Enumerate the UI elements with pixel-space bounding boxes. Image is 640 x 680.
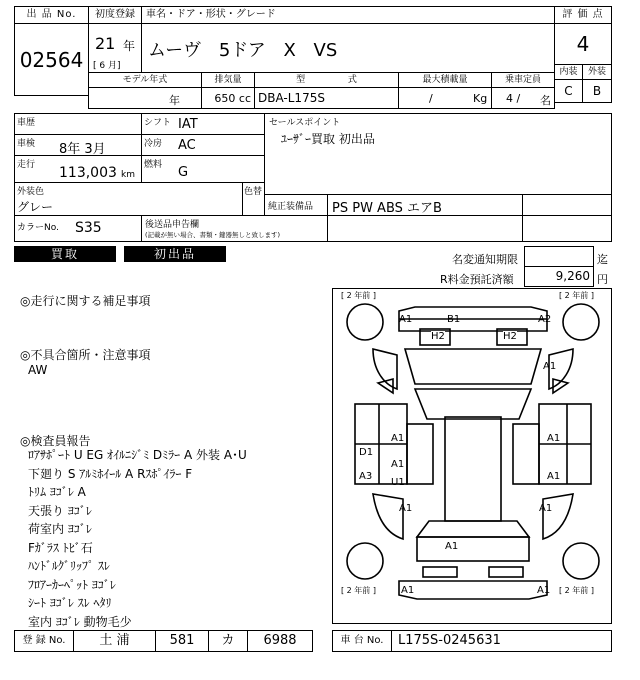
inspector-line: ﾄﾘﾑ ﾖｺﾞﾚ A	[28, 485, 86, 499]
capacity-unit: 名	[540, 94, 551, 107]
score-label: 評 価 点	[562, 9, 604, 20]
car-diagram	[332, 288, 612, 624]
mileage-value: 113,003	[59, 165, 117, 181]
fuel-cell	[141, 155, 265, 183]
model-type-label: 型 式	[255, 73, 398, 88]
rear-fender-right	[543, 494, 573, 539]
mileage-unit: km	[121, 170, 135, 180]
model-year-unit: 年	[169, 94, 180, 107]
defect-notes-title: ◎不具合箇所・注意事項	[20, 348, 151, 362]
equipment-value: PS PW ABS エアB	[332, 201, 442, 216]
car-name: ムーヴ 5ドア X VS	[148, 40, 338, 61]
inspector-line: ｼｰﾄ ﾖｺﾞﾚ ｽﾚ ﾍﾀﾘ	[28, 596, 112, 610]
inspector-lines	[28, 446, 328, 631]
lot-number: 02564	[19, 48, 84, 72]
aircon-value: AC	[178, 138, 196, 153]
shaken-label: 車検	[17, 139, 36, 149]
wheel-rear-left	[347, 543, 383, 579]
chassis-value-cell	[391, 630, 612, 652]
interior-label-cell	[554, 64, 583, 80]
shaken-cell	[14, 134, 142, 156]
model-type-value: DBA-L175S	[258, 91, 325, 105]
recycle-cell	[524, 266, 594, 287]
tag-bottom-left: [ 2 年前 ]	[341, 586, 376, 595]
damage-mark: A1	[445, 541, 459, 552]
shaken-value: 8年 3月	[59, 142, 106, 157]
interior-grade-cell	[554, 79, 583, 103]
first-reg-label: 初度登録	[95, 9, 135, 20]
repaint-cell	[242, 182, 265, 216]
damage-mark: A3	[359, 471, 373, 482]
reg-area: 土 浦	[99, 633, 130, 648]
wheel-front-right	[563, 304, 599, 340]
recycle-unit: 円	[597, 273, 608, 286]
reg-number: 6988	[263, 633, 297, 648]
damage-mark: A1	[537, 585, 551, 596]
mileage-cell	[14, 155, 142, 183]
first-reg-month: [ 6 月]	[93, 61, 121, 71]
aircon-label: 冷房	[144, 139, 163, 149]
color-value: グレー	[17, 200, 54, 214]
displacement-label: 排気量	[202, 73, 254, 88]
exterior-label: 外装	[587, 67, 606, 77]
lot-number-cell	[14, 23, 89, 96]
sales-point-value: ﾕｰｻﾞｰ買取 初出品	[281, 132, 375, 146]
reg-kana-cell	[208, 630, 248, 652]
inspector-line: 荷室内 ﾖｺﾞﾚ	[28, 522, 92, 536]
inspector-line: ﾛｱｻﾎﾟｰﾄ U EG ｵｲﾙﾆｼﾞﾐ Dﾐﾗｰ A 外装 A･U	[28, 448, 247, 462]
color-no-label: カラーNo.	[17, 223, 59, 233]
docs-cell	[141, 215, 328, 242]
rear-hatch	[417, 537, 529, 561]
recycle-label: R料金預託済額	[440, 273, 514, 286]
rear-bumper	[399, 581, 547, 599]
name-change-label: 名変通知期限	[452, 253, 518, 266]
defect-notes-value: AW	[28, 363, 48, 377]
max-load-slash: /	[429, 92, 433, 105]
reg-kana: カ	[221, 633, 235, 648]
score-value: 4	[576, 32, 590, 56]
year-unit: 年	[123, 39, 136, 53]
tag-top-left: [ 2 年前 ]	[341, 291, 376, 300]
lot-header-cell	[14, 6, 89, 24]
equipment-label-cell	[264, 194, 328, 216]
docs-extra-cell-2	[522, 215, 612, 242]
chassis-value: L175S-0245631	[398, 633, 501, 648]
damage-mark: A2	[538, 314, 552, 325]
reg-class-cell	[155, 630, 209, 652]
color-no-value: S35	[75, 220, 102, 236]
aircon-cell	[141, 134, 265, 156]
color-cell	[14, 182, 243, 216]
damage-mark: A1	[391, 459, 405, 470]
mileage-label: 走行	[17, 160, 36, 170]
reg-label-cell	[14, 630, 74, 652]
lot-label: 出 品 No.	[26, 9, 77, 20]
shift-label: シフト	[144, 118, 172, 128]
inspector-line: 下廻り S ｱﾙﾐﾎｲｰﾙ A Rｽﾎﾟｲﾗｰ F	[28, 466, 193, 481]
wheel-rear-right	[563, 543, 599, 579]
first-listing-tag: 初出品	[124, 246, 226, 262]
damage-mark: H2	[431, 331, 445, 342]
damage-mark: A1	[547, 471, 561, 482]
repaint-label: 色替	[244, 187, 263, 197]
max-load-label: 最大積載量	[399, 73, 491, 88]
damage-mark: A1	[399, 503, 413, 514]
wheel-front-left	[347, 304, 383, 340]
equipment-extra-cell	[522, 194, 612, 216]
inspector-line: Fｶﾞﾗｽ ﾄﾋﾞ石	[28, 540, 93, 555]
damage-mark: A1	[401, 585, 415, 596]
hood	[405, 349, 541, 384]
exterior-label-cell	[582, 64, 612, 80]
reg-area-cell	[73, 630, 156, 652]
driving-notes-title: ◎走行に関する補足事項	[20, 294, 151, 308]
damage-mark: A1	[539, 503, 553, 514]
max-load-unit: Kg	[473, 92, 488, 105]
docs-extra-cell	[327, 215, 523, 242]
tag-bottom-right: [ 2 年前 ]	[559, 586, 594, 595]
equipment-cell	[327, 194, 523, 216]
damage-mark: H2	[503, 331, 517, 342]
recycle-value: 9,260	[555, 269, 590, 283]
damage-mark: D1	[359, 447, 374, 458]
first-reg-year: 21	[95, 34, 116, 53]
taillight-left	[423, 567, 457, 577]
capacity-cell	[491, 72, 555, 109]
name-change-cell	[524, 246, 594, 267]
name-change-unit: 迄	[597, 253, 608, 266]
windshield	[415, 389, 531, 419]
displacement-cell	[201, 72, 255, 109]
max-load-cell	[398, 72, 492, 109]
inspector-line: 室内 ﾖｺﾞﾚ 動物毛少	[28, 614, 132, 629]
score-cell	[554, 23, 612, 65]
interior-label: 内装	[559, 67, 578, 77]
car-name-label: 車名・ドア・形状・グレード	[146, 9, 276, 20]
damage-mark: A1	[399, 314, 413, 325]
damage-mark: B1	[447, 314, 461, 325]
docs-label: 後送品申告欄	[145, 220, 200, 230]
inspector-title: ◎検査員報告	[20, 434, 91, 448]
capacity-value: 4 /	[506, 92, 521, 105]
damage-mark: A1	[547, 433, 561, 444]
equipment-label: 純正装備品	[268, 202, 314, 212]
car-diagram-svg	[333, 289, 613, 625]
reg-label: 登 録 No.	[22, 635, 66, 646]
damage-mark: A1	[543, 361, 557, 372]
inspector-line: 天張り ﾖｺﾞﾚ	[28, 503, 92, 518]
shift-cell	[141, 113, 265, 135]
exterior-grade-cell	[582, 79, 612, 103]
fuel-value: G	[178, 165, 189, 180]
displacement-value: 650 cc	[214, 92, 251, 105]
model-year-cell	[88, 72, 202, 109]
shift-value: IAT	[178, 117, 198, 132]
roof	[445, 417, 501, 521]
tag-top-right: [ 2 年前 ]	[559, 291, 594, 300]
buyback-tag: 買取	[14, 246, 116, 262]
history-cell	[14, 113, 142, 135]
car-name-header-cell	[141, 6, 555, 24]
rear-window	[417, 521, 529, 537]
reg-class: 581	[169, 633, 195, 648]
reg-number-cell	[247, 630, 313, 652]
sales-point-label: セールスポイント	[269, 118, 341, 128]
first-reg-cell	[88, 23, 142, 73]
car-name-cell	[141, 23, 555, 73]
first-reg-header-cell	[88, 6, 142, 24]
damage-mark: U1	[391, 477, 405, 488]
interior-grade: C	[564, 84, 573, 98]
color-no-cell	[14, 215, 142, 242]
sales-point-cell	[264, 113, 612, 195]
exterior-grade: B	[592, 84, 602, 98]
rear-fender-left	[373, 494, 403, 539]
history-label: 車歴	[17, 118, 36, 128]
docs-note: (記載が無い場合、書類・鍵器無しと致します)	[145, 231, 281, 239]
model-type-cell	[254, 72, 399, 109]
color-label: 外装色	[17, 187, 45, 197]
capacity-label: 乗車定員	[492, 73, 554, 88]
model-year-label: モデル年式	[89, 73, 201, 88]
inspector-line: ﾌﾛｱｰｶｰﾍﾟｯﾄ ﾖｺﾞﾚ	[28, 577, 116, 592]
fuel-label: 燃料	[144, 160, 163, 170]
score-header-cell	[554, 6, 612, 24]
inspector-line: ﾊﾝﾄﾞﾙｸﾞﾘｯﾌﾟ ｽﾚ	[28, 559, 110, 573]
taillight-right	[489, 567, 523, 577]
damage-mark: A1	[391, 433, 405, 444]
chassis-label: 車 台 No.	[340, 635, 384, 646]
chassis-label-cell	[332, 630, 392, 652]
